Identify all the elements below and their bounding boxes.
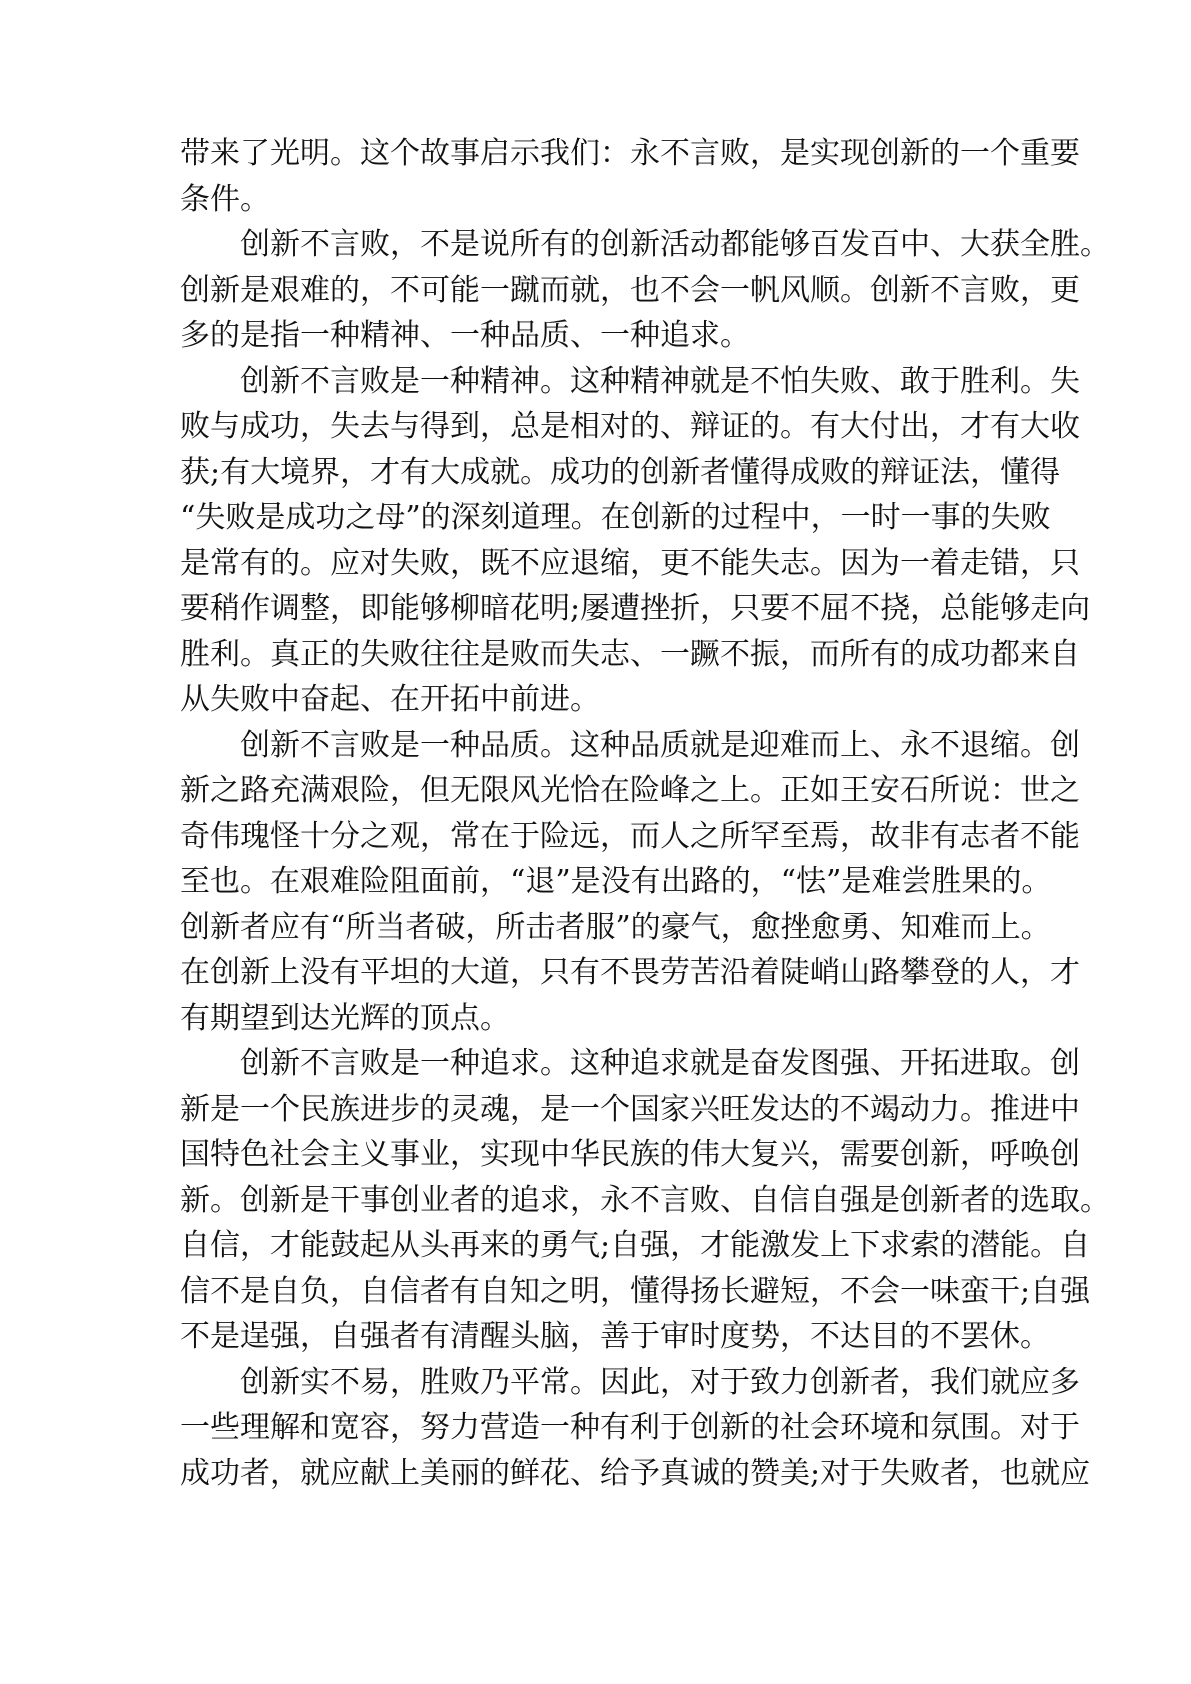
text-line: 创新者应有“所当者破，所击者服”的豪气，愈挫愈勇、知难而上。 (180, 909, 1051, 945)
text-line: 新是一个民族进步的灵魂，是一个国家兴旺发达的不竭动力。推进中 (180, 1091, 1080, 1127)
text-line: “失败是成功之母”的深刻道理。在创新的过程中，一时一事的失败 (180, 500, 1051, 535)
text-line: 成功者，就应献上美丽的鲜花、给予真诚的赞美;对于失败者，也就应 (180, 1455, 1091, 1491)
text-line: 一些理解和宽容，努力营造一种有利于创新的社会环境和氛围。对于 (180, 1410, 1080, 1445)
text-line: 创新是艰难的，不可能一蹴而就，也不会一帆风顺。创新不言败，更 (180, 272, 1080, 308)
text-line: 败与成功，失去与得到，总是相对的、辩证的。有大付出，才有大收 (180, 409, 1080, 444)
text-line: 奇伟瑰怪十分之观，常在于险远，而人之所罕至焉，故非有志者不能 (180, 818, 1080, 854)
text-line: 至也。在艰难险阻面前，“退”是没有出路的，“怯”是难尝胜果的。 (180, 864, 1052, 899)
text-line: 胜利。真正的失败往往是败而失志、一蹶不振，而所有的成功都来自 (180, 636, 1080, 672)
text-line: 创新不言败是一种精神。这种精神就是不怕失败、敢于胜利。失 (240, 363, 1080, 399)
text-line: 带来了光明。这个故事启示我们：永不言败，是实现创新的一个重要 (180, 136, 1080, 171)
text-line: 自信，才能鼓起从头再来的勇气;自强，才能激发上下求索的潜能。自 (180, 1228, 1091, 1263)
text-line: 不是逞强，自强者有清醒头脑，善于审时度势，不达目的不罢休。 (180, 1319, 1050, 1354)
text-line: 新。创新是干事创业者的追求，永不言败、自信自强是创新者的选取。 (180, 1182, 1110, 1218)
text-line: 多的是指一种精神、一种品质、一种追求。 (180, 318, 750, 353)
text-line: 在创新上没有平坦的大道，只有不畏劳苦沿着陡峭山路攀登的人，才 (180, 955, 1080, 990)
text-line: 要稍作调整，即能够柳暗花明;屡遭挫折，只要不屈不挠，总能够走向 (180, 591, 1091, 626)
text-line: 新之路充满艰险，但无限风光恰在险峰之上。正如王安石所说：世之 (180, 773, 1080, 808)
text-line: 创新不言败，不是说所有的创新活动都能够百发百中、大获全胜。 (240, 227, 1110, 262)
text-line: 创新不言败是一种追求。这种追求就是奋发图强、开拓进取。创 (240, 1046, 1080, 1081)
text-line: 条件。 (180, 181, 270, 217)
text-line: 是常有的。应对失败，既不应退缩，更不能失志。因为一着走错，只 (180, 545, 1080, 581)
text-line: 国特色社会主义事业，实现中华民族的伟大复兴，需要创新，呼唤创 (180, 1137, 1080, 1172)
text-line: 获;有大境界，才有大成就。成功的创新者懂得成败的辩证法，懂得 (180, 454, 1061, 490)
text-line: 信不是自负，自信者有自知之明，懂得扬长避短，不会一味蛮干;自强 (180, 1273, 1091, 1309)
body-text (180, 131, 1110, 1496)
text-line: 有期望到达光辉的顶点。 (180, 1000, 510, 1036)
text-line: 创新实不易，胜败乃平常。因此，对于致力创新者，我们就应多 (240, 1364, 1080, 1400)
text-line: 创新不言败是一种品质。这种品质就是迎难而上、永不退缩。创 (240, 727, 1080, 763)
text-line: 从失败中奋起、在开拓中前进。 (180, 682, 600, 717)
